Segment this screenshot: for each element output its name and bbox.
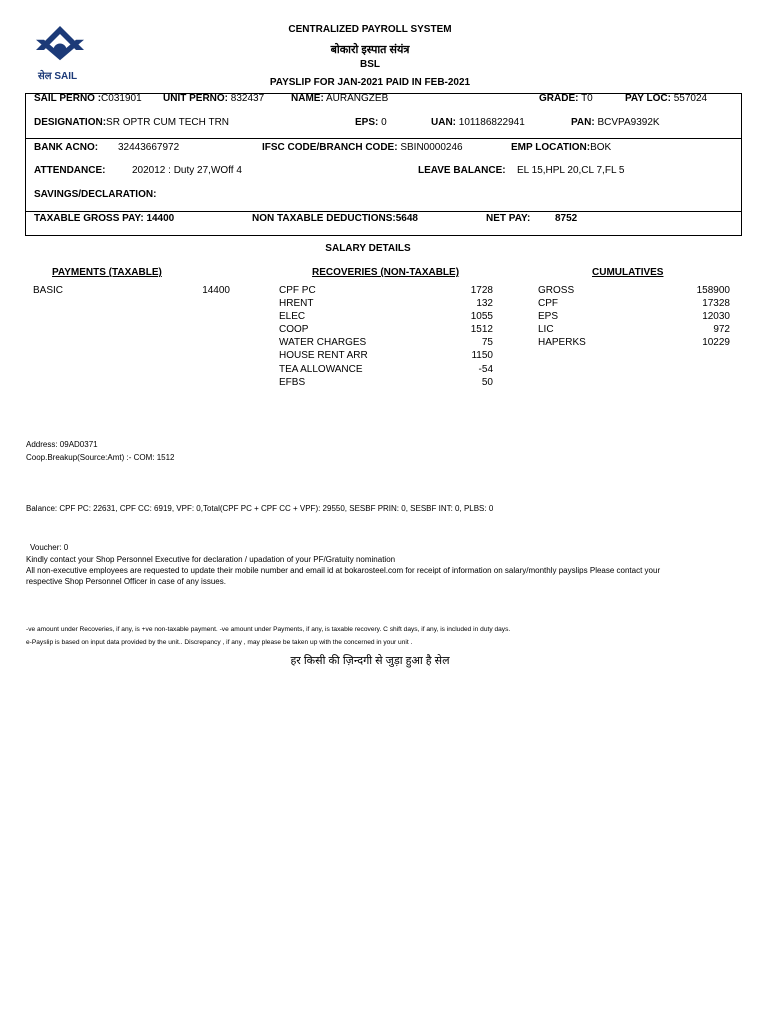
pan-value: BCVPA9392K <box>597 117 660 128</box>
name-field <box>291 93 388 104</box>
eps-label: EPS: <box>355 117 379 128</box>
system-title: CENTRALIZED PAYROLL SYSTEM <box>288 24 452 35</box>
unit-perno-field <box>163 93 264 104</box>
recovery-label: HOUSE RENT ARR <box>279 350 368 361</box>
recovery-value: 1150 <box>471 350 493 361</box>
logo-text: सेल SAIL <box>38 71 78 82</box>
recovery-label: EFBS <box>279 377 306 388</box>
leave-value: EL 15,HPL 20,CL 7,FL 5 <box>517 165 625 176</box>
contact-note: Kindly contact your Shop Personnel Executive for declaration / upadation of your PF/Gratuity nomination <box>26 555 396 564</box>
cumulative-label: GROSS <box>538 285 575 296</box>
recovery-value: 75 <box>481 337 493 348</box>
sail-perno-value: C031901 <box>101 93 142 104</box>
plant-name-hindi: बोकारो इस्पात संयंत्र <box>330 44 410 56</box>
ifsc-label: IFSC CODE/BRANCH CODE: <box>262 142 398 153</box>
ifsc-field <box>262 142 463 153</box>
hindi-tagline: हर किसी की ज़िन्दगी से जुड़ा हुआ है सेल <box>290 655 450 667</box>
grade-label: GRADE: <box>539 93 579 104</box>
cumulative-label: CPF <box>538 298 558 309</box>
recovery-label: WATER CHARGES <box>279 337 367 348</box>
cumulative-value: 12030 <box>702 311 730 322</box>
emploc-label: EMP LOCATION: <box>511 142 591 153</box>
cumulative-label: LIC <box>538 324 554 335</box>
update-note-line1: All non-executive employees are requested to update their mobile number and email id at bokarosteel.com for receipt of information on salary/monthly payslips Please contact your <box>26 566 661 575</box>
footnote-discrepancy: e-Payslip is based on input data provided by the unit.. Discrepancy , if any , may please be taken up with the concerned in your unit . <box>26 639 413 646</box>
payment-value: 14400 <box>202 285 230 296</box>
attendance-value: 202012 : Duty 27,WOff 4 <box>132 165 242 176</box>
cumulative-value: 10229 <box>702 337 730 348</box>
uan-label: UAN: <box>431 117 456 128</box>
unit-perno-label: UNIT PERNO: <box>163 93 228 104</box>
recovery-value: 1512 <box>470 324 493 335</box>
emploc-value: BOK <box>590 142 612 153</box>
non-taxable-value: 5648 <box>395 213 418 224</box>
sail-perno-field <box>34 93 142 104</box>
non-taxable-field <box>252 213 418 224</box>
uan-value: 101186822941 <box>458 117 525 128</box>
cumulative-label: EPS <box>538 311 559 322</box>
emploc-field <box>511 142 611 153</box>
designation-value: SR OPTR CUM TECH TRN <box>106 117 230 128</box>
taxable-gross-value: 14400 <box>146 213 175 224</box>
recovery-value: 1728 <box>470 285 493 296</box>
cumulatives-header: CUMULATIVES <box>592 267 664 278</box>
uan-field <box>431 117 525 128</box>
recovery-value: -54 <box>478 364 493 375</box>
payloc-field <box>625 93 707 104</box>
payloc-value: 557024 <box>673 93 708 104</box>
savings-label: SAVINGS/DECLARATION: <box>34 189 157 200</box>
footnote-negative-amounts: -ve amount under Recoveries, if any, is +ve non-taxable payment. -ve amount under Payments, if any, is taxable recovery. C shift days, if any, is included in duty days. <box>26 626 511 633</box>
recovery-label: TEA ALLOWANCE <box>279 364 363 375</box>
recovery-value: 132 <box>476 298 493 309</box>
grade-field <box>539 93 593 104</box>
name-label: NAME: <box>291 93 324 104</box>
pan-field <box>571 117 660 128</box>
taxable-gross-label: TAXABLE GROSS PAY: <box>34 213 144 224</box>
recovery-value: 1055 <box>470 311 493 322</box>
recovery-value: 50 <box>481 377 493 388</box>
payment-label: BASIC <box>33 285 64 296</box>
divider-1 <box>25 138 742 139</box>
payslip-period: PAYSLIP FOR JAN-2021 PAID IN FEB-2021 <box>269 77 471 88</box>
address-note: Address: 09AD0371 <box>26 440 98 449</box>
cumulative-value: 972 <box>713 324 730 335</box>
ifsc-value: SBIN0000246 <box>400 142 463 153</box>
cumulative-value: 17328 <box>702 298 730 309</box>
update-note-line2: respective Shop Personnel Officer in case of any issues. <box>26 577 226 586</box>
unit-perno-value: 832437 <box>230 93 265 104</box>
eps-field <box>355 117 387 128</box>
eps-value: 0 <box>381 117 387 128</box>
leave-label: LEAVE BALANCE: <box>418 165 506 176</box>
recoveries-header: RECOVERIES (NON-TAXABLE) <box>312 267 460 278</box>
net-pay-label: NET PAY: <box>486 213 531 224</box>
bank-value: 32443667972 <box>118 142 180 153</box>
logo-circle <box>54 44 67 57</box>
grade-value: T0 <box>581 93 593 104</box>
voucher-note: Voucher: 0 <box>30 543 69 552</box>
payments-header: PAYMENTS (TAXABLE) <box>52 267 162 278</box>
non-taxable-label: NON TAXABLE DEDUCTIONS: <box>252 213 396 224</box>
sail-perno-label: SAIL PERNO : <box>34 93 102 104</box>
recovery-label: ELEC <box>279 311 306 322</box>
divider-2 <box>25 211 742 212</box>
salary-details-title: SALARY DETAILS <box>325 243 411 254</box>
name-value: AURANGZEB <box>326 93 389 104</box>
balance-note: Balance: CPF PC: 22631, CPF CC: 6919, VPF: 0,Total(CPF PC + CPF CC + VPF): 29550, SESBF PRIN: 0, SESBF INT: 0, PLBS: 0 <box>26 504 494 513</box>
recovery-label: CPF PC <box>279 285 316 296</box>
taxable-gross-field <box>34 213 174 224</box>
coop-breakup-note: Coop.Breakup(Source:Amt) :- COM: 1512 <box>26 453 175 462</box>
net-pay-value: 8752 <box>555 213 578 224</box>
payloc-label: PAY LOC: <box>625 93 671 104</box>
cumulative-value: 158900 <box>696 285 730 296</box>
bank-label: BANK ACNO: <box>34 142 99 153</box>
unit-name: BSL <box>360 59 380 70</box>
cumulative-label: HAPERKS <box>538 337 586 348</box>
pan-label: PAN: <box>571 117 595 128</box>
designation-field <box>34 117 229 128</box>
designation-label: DESIGNATION: <box>34 117 107 128</box>
recovery-label: HRENT <box>279 298 314 309</box>
recovery-label: COOP <box>279 324 309 335</box>
attendance-label: ATTENDANCE: <box>34 165 106 176</box>
